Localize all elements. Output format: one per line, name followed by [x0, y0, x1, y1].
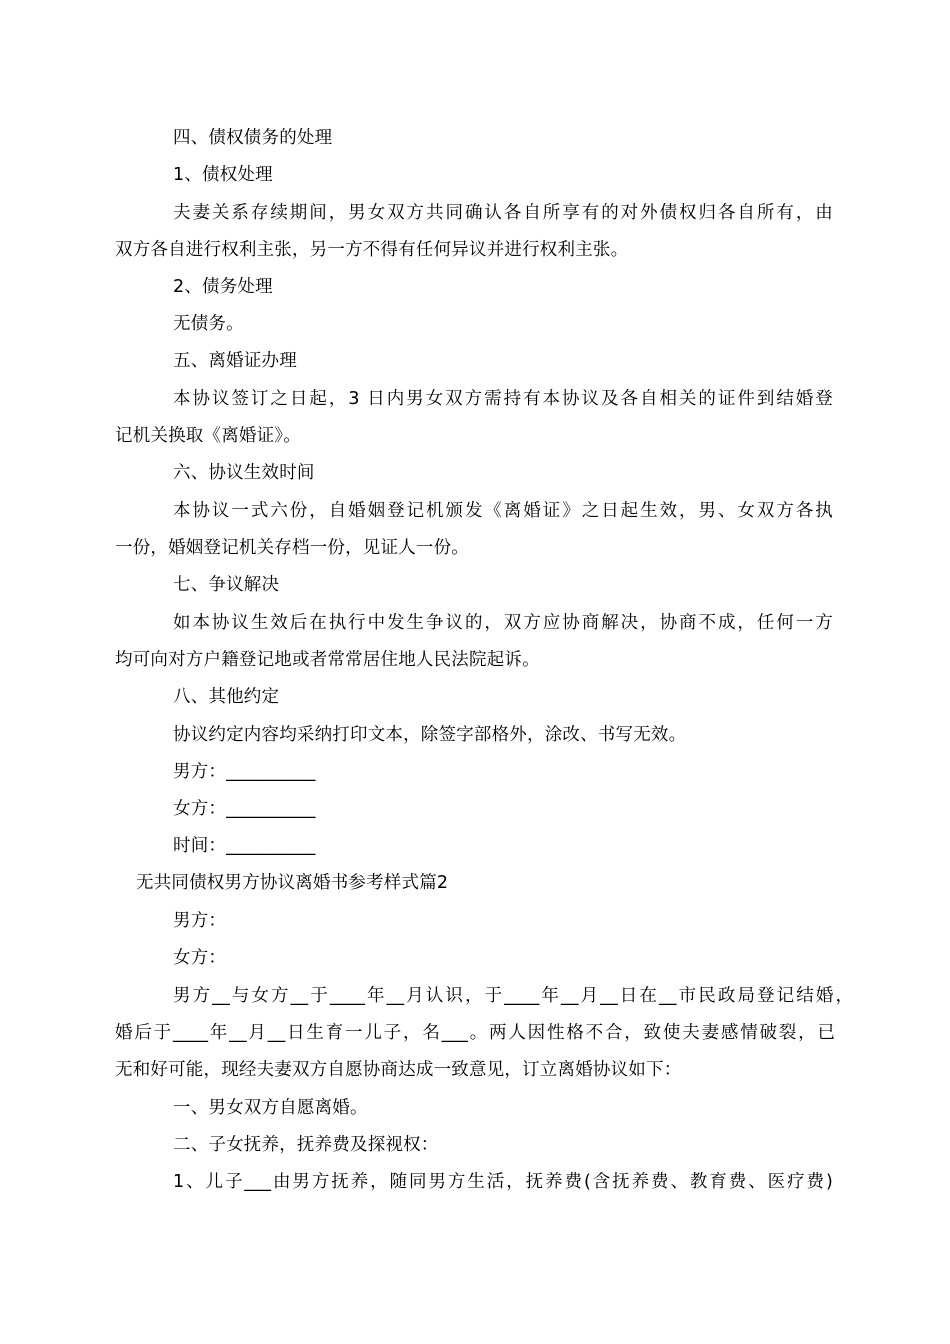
paragraph-line: 无和好可能，现经夫妻双方自愿协商达成一致意见，订立离婚协议如下：	[115, 1060, 682, 1080]
section-heading-5: 五、离婚证办理	[173, 351, 297, 371]
subheading-creditor-rights: 1、债权处理	[173, 165, 273, 185]
paragraph-line: 无债务。	[173, 314, 244, 334]
section-heading-6: 六、协议生效时间	[173, 463, 315, 483]
paragraph-line: 记机关换取《离婚证》。	[115, 426, 301, 446]
clause-1: 一、男女双方自愿离婚。	[173, 1098, 368, 1118]
subheading-debt: 2、债务处理	[173, 277, 273, 297]
paragraph-line: 协议约定内容均采纳打印文本，除签字部格外，涂改、书写无效。	[173, 725, 687, 745]
paragraph-line: 本协议签订之日起，3 日内男女双方需持有本协议及各自相关的证件到结婚登	[173, 389, 833, 409]
section-heading-7: 七、争议解决	[173, 575, 280, 595]
signature-date: 时间：__________	[173, 836, 316, 856]
paragraph-line: 男方__与女方__于____年__月认识，于____年__月__日在__市民政局登记结婚，	[173, 986, 853, 1006]
signature-female: 女方：__________	[173, 799, 316, 819]
paragraph-line: 如本协议生效后在执行中发生争议的，双方应协商解决，协商不成，任何一方	[173, 613, 833, 633]
paragraph-line: 夫妻关系存续期间，男女双方共同确认各自所享有的对外债权归各自所有，由	[173, 203, 833, 223]
document-title: 无共同债权男方协议离婚书参考样式篇2	[136, 873, 449, 893]
party-female: 女方：	[173, 948, 227, 968]
paragraph-line: 婚后于____年__月__日生育一儿子，名___。两人因性格不合，致使夫妻感情破裂，已	[115, 1023, 835, 1043]
paragraph-line: 本协议一式六份，自婚姻登记机颁发《离婚证》之日起生效，男、女双方各执	[173, 501, 833, 521]
section-heading-8: 八、其他约定	[173, 687, 280, 707]
paragraph-line: 均可向对方户籍登记地或者常常居住地人民法院起诉。	[115, 650, 540, 670]
party-male: 男方：	[173, 911, 227, 931]
section-heading-4: 四、债权债务的处理	[173, 128, 333, 148]
paragraph-line: 一份，婚姻登记机关存档一份，见证人一份。	[115, 538, 469, 558]
signature-male: 男方：__________	[173, 762, 316, 782]
paragraph-line: 双方各自进行权利主张，另一方不得有任何异议并进行权利主张。	[115, 240, 629, 260]
clause-2: 二、子女抚养，抚养费及探视权：	[173, 1135, 439, 1155]
clause-2-item-1: 1、儿子___由男方抚养，随同男方生活，抚养费(含抚养费、教育费、医疗费)	[173, 1172, 833, 1192]
